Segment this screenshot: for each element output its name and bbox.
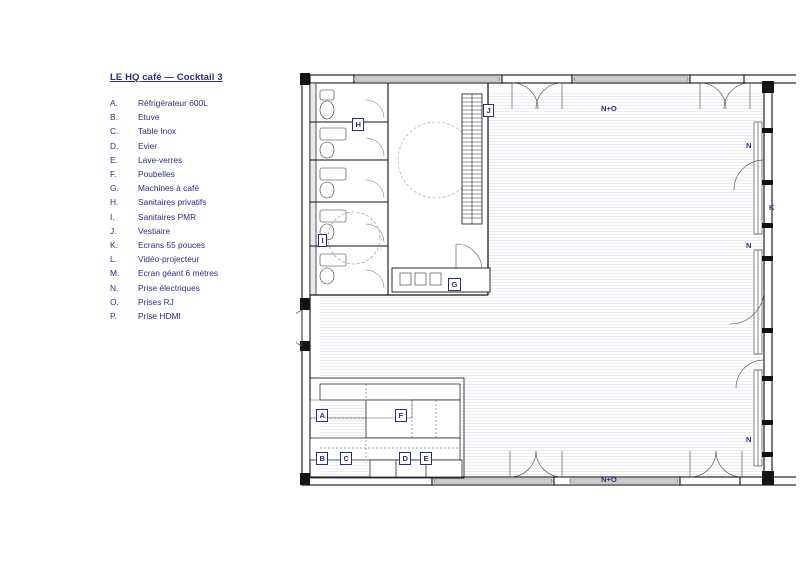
plan-marker-n-2: N <box>746 241 752 250</box>
plan-marker-no-1: N+O <box>601 104 617 113</box>
plan-marker-a: A <box>316 409 328 422</box>
plan-marker-i: I <box>318 234 327 247</box>
legend-item-key: C. <box>110 126 119 137</box>
legend-item-label: Ecran géant 6 mètres <box>138 268 219 279</box>
coffee-counter <box>392 268 490 292</box>
legend-item <box>110 96 300 110</box>
entrance-porch <box>296 310 302 346</box>
legend-item-label: Prise électriques <box>138 282 200 293</box>
legend-item-key: M. <box>110 268 120 279</box>
legend-item-label: Prise HDMI <box>138 311 181 322</box>
legend-item-label: Ecrans 55 pouces <box>138 240 206 251</box>
legend-item <box>110 266 300 280</box>
legend-item-key: H. <box>110 197 119 208</box>
legend-item-label: Etuve <box>138 112 160 123</box>
legend-item-key: D. <box>110 140 119 151</box>
legend-item <box>110 110 300 124</box>
plan-marker-e: E <box>420 452 432 465</box>
legend-item-label: Prises RJ <box>138 296 174 307</box>
legend-item <box>110 195 300 209</box>
legend-item <box>110 167 300 181</box>
plan-marker-b: B <box>316 452 328 465</box>
legend-item-key: E. <box>110 154 118 165</box>
plan-marker-f: F <box>395 409 407 422</box>
legend-item-key: K. <box>110 240 118 251</box>
plan-marker-j: J <box>483 104 494 117</box>
legend-item-label: Sanitaires privatifs <box>138 197 207 208</box>
legend-item-key: L. <box>110 254 117 265</box>
plan-marker-k: K <box>769 203 775 212</box>
legend-item-label: Lave-verres <box>138 154 183 165</box>
legend-item-key: N. <box>110 282 119 293</box>
plan-marker-g: G <box>448 278 461 291</box>
legend-item-label: Table Inox <box>138 126 177 137</box>
legend-item-key: P. <box>110 311 117 322</box>
bottom-left-services <box>370 460 462 477</box>
plan-marker-c: C <box>340 452 352 465</box>
legend-item-key: A. <box>110 98 118 108</box>
legend <box>110 72 300 323</box>
plan-marker-no-2: N+O <box>601 475 617 484</box>
legend-item-label: Sanitaires PMR <box>138 211 197 222</box>
legend-item-label: Evier <box>138 140 158 151</box>
legend-item <box>110 224 300 238</box>
legend-item-key: F. <box>110 169 117 180</box>
legend-item-label: Machines à café <box>138 183 199 194</box>
legend-item-key: O. <box>110 296 119 307</box>
legend-item <box>110 124 300 138</box>
legend-item <box>110 309 300 323</box>
legend-list <box>110 96 300 323</box>
floorplan-svg <box>296 60 796 505</box>
legend-item <box>110 210 300 224</box>
plan-marker-d: D <box>399 452 411 465</box>
vestiaire-rail <box>462 94 482 224</box>
legend-title: LE HQ café — Cocktail 3 <box>110 72 223 83</box>
legend-item <box>110 281 300 295</box>
legend-item-key: I. <box>110 211 115 222</box>
legend-item-key: G. <box>110 183 119 194</box>
right-glazing <box>754 122 762 466</box>
plan-marker-n-3: N <box>746 435 752 444</box>
legend-item-label: Vidéo-projecteur <box>138 254 200 265</box>
legend-item <box>110 252 300 266</box>
legend-item <box>110 295 300 309</box>
legend-item-key: B. <box>110 112 118 123</box>
legend-item <box>110 238 300 252</box>
floorplan-drawing <box>296 60 796 505</box>
legend-item <box>110 153 300 167</box>
plan-marker-h: H <box>352 118 364 131</box>
legend-item-label: Poubelles <box>138 169 175 180</box>
plan-marker-n-1: N <box>746 141 752 150</box>
legend-item <box>110 139 300 153</box>
legend-item-key: J. <box>110 225 117 236</box>
legend-item-label: Réfrigérateur 600L <box>138 98 208 108</box>
legend-item-label: Vestiaire <box>138 225 171 236</box>
legend-item <box>110 181 300 195</box>
